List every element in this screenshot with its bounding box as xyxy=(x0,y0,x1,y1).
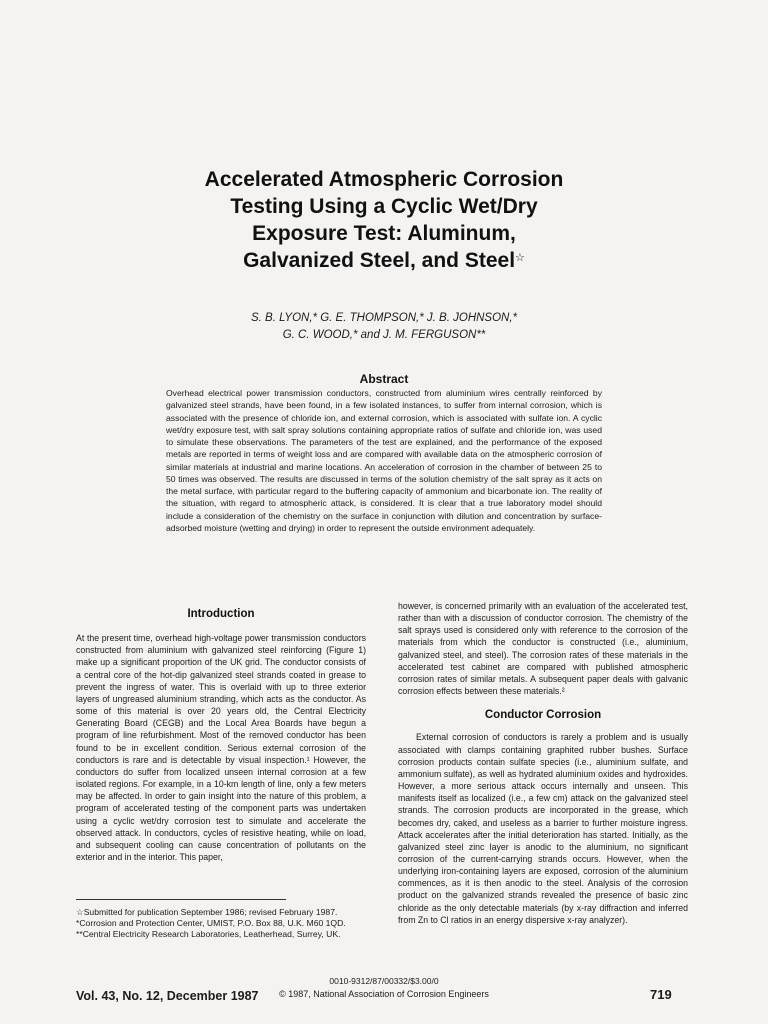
author-line: G. C. WOOD,* and J. M. FERGUSON** xyxy=(282,329,486,341)
title-line: Testing Using a Cyclic Wet/Dry xyxy=(230,195,538,218)
page-footer xyxy=(0,973,768,1013)
abstract-heading: Abstract xyxy=(359,372,409,386)
conductor-corrosion-paragraph: External corrosion of conductors is rarely a problem and is usually associated with clamps containing graphited rubber bushes. Surface corrosion products contain sulfate species (i.e., aluminium sulfate, and ammonium sulfate), as well as hydrated aluminium oxides and hydroxides. However, a more serious attack occurs internally and unseen. This manifests itself as localized (i.e., a few cm) attack on the galvanized steel strands. The corrosion products are incorporated in the grease, which becomes dry, caked, and useless as a barrier to further moisture ingress. Attack accelerates after the initial deterioration has started. Initially, as the galvanized steel zinc layer is anodic to the aluminium, no significant corrosion of the current-carrying strands occurs. However, when the underlying iron-containing layers are exposed, corrosion of the aluminium commences, as it is then anodic to the steel. Analysis of the corrosion product on the galvanized strands revealed the presence of basic zinc chloride as the only detectable materials (by x-ray diffraction and inferred from Zn to Cl ratios in an energy dispersive x-ray analyzer). xyxy=(398,732,688,925)
footnote: *Corrosion and Protection Center, UMIST, P.O. Box 88, U.K. M60 1QD. xyxy=(76,918,346,928)
footnote: **Central Electricity Research Laboratories, Leatherhead, Surrey, UK. xyxy=(76,929,341,939)
right-column xyxy=(398,600,688,926)
article-title xyxy=(150,166,618,274)
title-line: Exposure Test: Aluminum, xyxy=(252,222,516,245)
conductor-corrosion-heading: Conductor Corrosion xyxy=(484,709,602,722)
footnotes xyxy=(76,907,366,940)
introduction-heading: Introduction xyxy=(187,608,255,620)
title-line: Accelerated Atmospheric Corrosion xyxy=(204,168,564,191)
journal-volume: Vol. 43, No. 12, December 1987 xyxy=(76,989,259,1003)
title-line-text: Galvanized Steel, and Steel xyxy=(243,249,516,272)
abstract-text: Overhead electrical power transmission conductors, constructed from aluminium wires centrally reinforced by galvanized steel strands, have been found, in a few isolated instances, to suffer from internal corrosion, which is associated with the presence of chloride ion, and external corrosion, which is associated with sulfate ion. A cyclic wet/dry exposure test, with salt spray solutions containing appropriate ratios of sulfate and chloride ion, was used to simulate these observations. The parameters of the test are explained, and the performance of the exposed metals are reported in terms of weight loss and are compared with available data on the atmospheric corrosion of similar materials at industrial and marine locations. An acceleration of corrosion in the chamber of between 25 to 50 times was observed. The results are discussed in terms of the solution chemistry of the salt spray as it acts on the metal surface, with particular regard to the buffering capacity of ammonium and bicarbonate ion. The reality of the situation, with regard to atmospheric attack, is considered. It is clear that a true laboratory model should include a consideration of the chemistry on the surface in conjunction with dilution and concentration by surface-adsorbed moisture (wetting and drying) in order to represent the outside environment adequately. xyxy=(166,388,602,533)
introduction-continued-paragraph: however, is concerned primarily with an evaluation of the accelerated test, rather than with a discussion of conductor corrosion. The chemistry of the salt sprays used is considered only with reference to the corrosion of the materials from which the conductor is constructed (i.e., aluminium, galvanized steel, and steel). The corrosion rates of these materials in the accelerated test cabinet are compared with published atmospheric corrosion rates of similar metals. A subsequent paper deals with galvanic corrosion effects between these materials.² xyxy=(398,601,688,697)
issn-code: 0010-9312/87/00332/$3.00/0 xyxy=(329,976,439,986)
footnote: ☆Submitted for publication September 1986; revised February 1987. xyxy=(76,907,338,917)
footnote-divider xyxy=(76,899,286,900)
author-line: S. B. LYON,* G. E. THOMPSON,* J. B. JOHNSON,* xyxy=(250,312,518,324)
title-footnote-mark: ☆ xyxy=(515,252,525,264)
left-column xyxy=(76,600,366,863)
page-number: 719 xyxy=(650,987,672,1002)
author-list xyxy=(150,310,618,344)
copyright-line: © 1987, National Association of Corrosion Engineers xyxy=(279,989,489,999)
introduction-paragraph: At the present time, overhead high-voltage power transmission conductors constructed from aluminium with galvanized steel reinforcing (Figure 1) make up a significant proportion of the UK grid. The conductor consists of a central core of the hot-dip galvanized steel strands coated in grease to prevent the ingress of water. This is overlaid with up to three exterior layers of ungreased aluminium stranding, which acts as the conductor. As some of this material is over 20 years old, the Central Electricity Generating Board (CEGB) and the Local Area Boards have begun a program of line refurbishment. Most of the removed conductor has been found to be in excellent condition. Serious external corrosion of the conductors is rare and is detectable by visual inspection.¹ However, the conductors do suffer from localized unseen internal corrosion at a few isolated regions. For example, in a 10-km length of line, only a few meters may be affected. In order to gain insight into the nature of this problem, a program of accelerated testing of the component parts was undertaken using a cyclic wet/dry corrosion test to simulate and accelerate the observed attack. In conductors, cycles of resistive heating, while on load, and subsequent cooling can cause concentration of pollutants on the exterior and in the interior. This paper, xyxy=(76,633,366,862)
title-line xyxy=(150,247,618,274)
